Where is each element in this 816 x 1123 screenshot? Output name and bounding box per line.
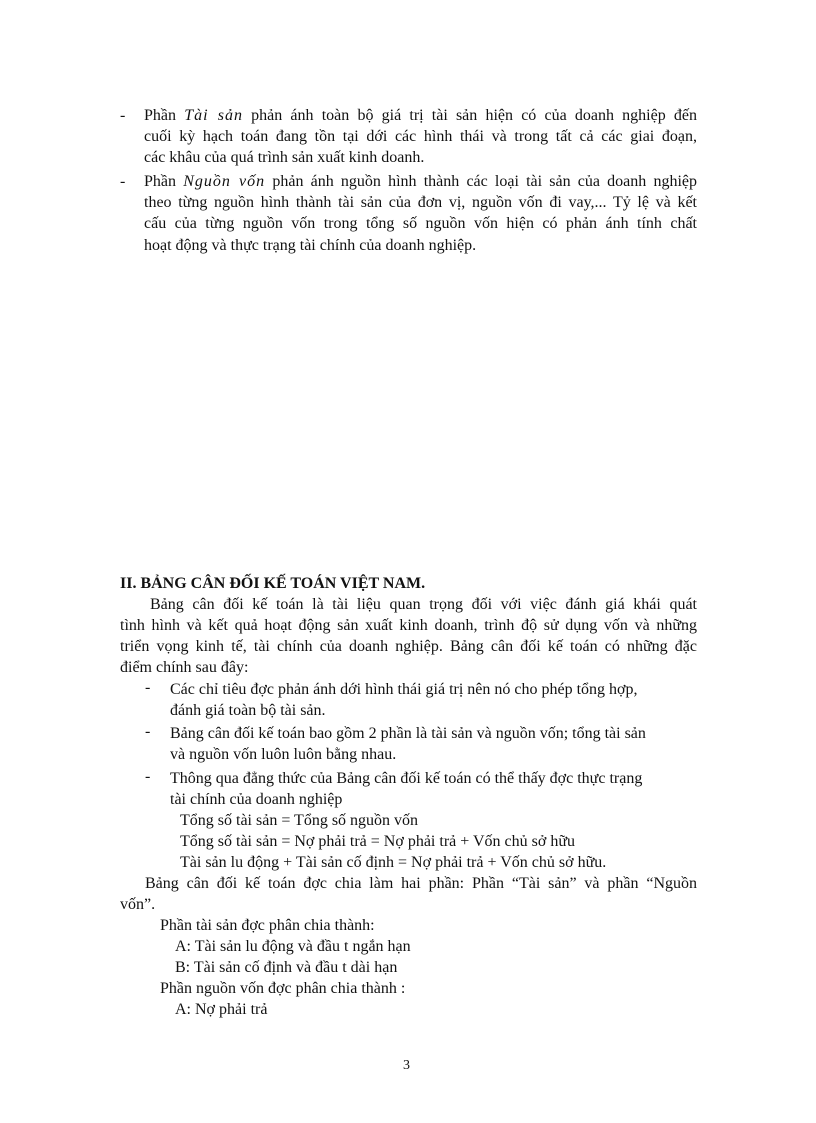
bullet-dash: - (145, 768, 151, 785)
paragraph-line: tình hình và kết quả hoạt động sản xuất kinh doanh, trình độ sử dụng vốn và những (120, 617, 697, 634)
bullet-dash: - (120, 107, 126, 124)
paragraph-line: triển vọng kinh tế, tài chính của doanh nghiệp. Bảng cân đối kế toán có những đặc (120, 638, 697, 655)
bullet-dash: - (145, 723, 151, 740)
list-item-line: Thông qua đẳng thức của Bảng cân đối kế toán có thể thấy đợc thực trạng (170, 770, 643, 787)
bullet-dash: - (145, 679, 151, 696)
term-nguon-von: Nguồn vốn (183, 173, 266, 190)
page-number: 3 (403, 1058, 410, 1073)
paragraph-line: vốn”. (120, 896, 156, 913)
paragraph-line: Phần Tài sản phản ánh toàn bộ giá trị tài sản hiện có của doanh nghiệp đến (144, 107, 698, 124)
equation-line: Tổng số tài sản = Nợ phải trả = Nợ phải trả + Vốn chủ sở hữu (180, 833, 575, 850)
bullet-dash: - (120, 173, 126, 190)
assets-item: B: Tài sản cố định và đầu t dài hạn (175, 959, 398, 976)
equation-line: Tài sản lu động + Tài sản cố định = Nợ phải trả + Vốn chủ sở hữu. (180, 854, 607, 871)
paragraph-line: Bảng cân đối kế toán đợc chia làm hai phần: Phần “Tài sản” và phần “Nguồn (145, 875, 697, 892)
paragraph-line: các khâu của quá trình sản xuất kinh doanh. (144, 149, 425, 166)
term-tai-san: Tài sản (184, 107, 243, 124)
sources-item: A: Nợ phải trả (175, 1001, 268, 1018)
assets-intro: Phần tài sản đợc phân chia thành: (160, 917, 375, 934)
list-item-line: tài chính của doanh nghiệp (170, 791, 343, 808)
assets-item: A: Tài sản lu động và đầu t ngắn hạn (175, 938, 411, 955)
paragraph-line: cuối kỳ hạch toán đang tồn tại dới các hình thái và trong tất cả các giai đoạn, (144, 128, 697, 145)
list-item-line: Bảng cân đối kế toán bao gồm 2 phần là tài sản và nguồn vốn; tổng tài sản (170, 725, 646, 742)
paragraph-line: cấu của từng nguồn vốn trong tổng số nguồn vốn hiện có phản ánh tính chất (144, 215, 697, 232)
section-heading: II. BẢNG CÂN ĐỐI KẾ TOÁN VIỆT NAM. (120, 575, 426, 592)
paragraph-line: Phần Nguồn vốn phản ánh nguồn hình thành các loại tài sản của doanh nghiệp (144, 173, 698, 190)
list-item-line: và nguồn vốn luôn luôn bằng nhau. (170, 746, 397, 763)
equation-line: Tổng số tài sản = Tổng số nguồn vốn (180, 812, 419, 829)
list-item-line: đánh giá toàn bộ tài sản. (170, 702, 326, 719)
list-item-line: Các chỉ tiêu đợc phản ánh dới hình thái giá trị nên nó cho phép tổng hợp, (170, 681, 638, 698)
paragraph-line: điểm chính sau đây: (120, 659, 249, 676)
sources-intro: Phần nguồn vốn đợc phân chia thành : (160, 980, 406, 997)
paragraph-line: hoạt động và thực trạng tài chính của doanh nghiệp. (144, 237, 477, 254)
paragraph-line: theo từng nguồn hình thành tài sản của đơn vị, nguồn vốn đi vay,... Tỷ lệ và kết (144, 194, 697, 211)
paragraph-line: Bảng cân đối kế toán là tài liệu quan trọng đối với việc đánh giá khái quát (150, 596, 697, 613)
